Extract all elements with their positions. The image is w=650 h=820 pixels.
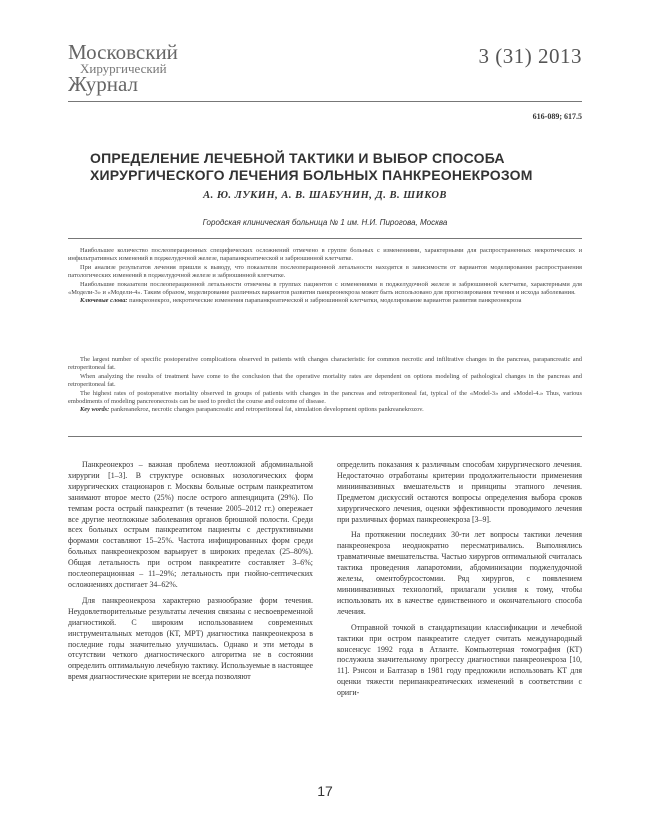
title-line-1: ОПРЕДЕЛЕНИЕ ЛЕЧЕБНОЙ ТАКТИКИ И ВЫБОР СПОСОБА <box>90 150 505 166</box>
header-divider <box>68 101 582 102</box>
body-paragraph: Для панкреонекроза характерно разнообразие форм течения. Неудовлетворительные результаты лечения связаны с несвоевременной диагностикой. С широким использованием современных инструментальных методов (КТ, МРТ) диагностика панкреонекроза в последние годы значительно улучшилась. Однако и эти методы в отсутствии четкого диагностического алгоритма не в состоянии определить оптимальную лечебную тактику. Используемые в настоящее время диагностические критерии не всегда позволяют <box>68 595 313 682</box>
abstract-en-paragraph: When analyzing the results of treatment have come to the conclusion that the operative mortality rates are dependent on options modeling of pathological changes in the pancreas and retroperitoneal fat. <box>68 372 582 389</box>
title-line-2: ХИРУРГИЧЕСКОГО ЛЕЧЕНИЯ БОЛЬНЫХ ПАНКРЕОНЕКРОЗОМ <box>90 167 533 183</box>
body-paragraph: На протяжении последних 30-ти лет вопросы тактики лечения панкреонекроза неоднократно пересматривались. Выполнялись травматичные вмешательства. Частью хирургов оптимальной считалась тактика проведения лапаротомии, абдоминизации поджелудочной железы, оментобурсостомии. Ряд хирургов, с появлением миниинвазивных технологий, прилагали усилия к тому, чтобы использовать их в качестве единственного и окончательного способа лечения. <box>337 530 582 616</box>
journal-logo <box>68 40 218 96</box>
abstract-en-keywords <box>68 406 582 414</box>
udc-code: 616-089; 617.5 <box>532 112 582 121</box>
authors: А. Ю. ЛУКИН, А. В. ШАБУНИН, Д. В. ШИКОВ <box>203 190 447 201</box>
article-title <box>90 150 570 184</box>
issue-number: 3 (31) 2013 <box>478 44 582 68</box>
abstract-ru-keywords <box>68 297 582 305</box>
abstract-ru-paragraph: Наибольшие показатели послеоперационной летальности отмечены в группах пациентов с изменениями в поджелудочной железе и забрюшинной клетчатке, характерными для «Модели-3» и «Модели-4». Таким образом, моделирование различных вариантов развития панкреонекроза может быть использовано для прогнозирования течения и исхода заболевания. <box>68 280 582 297</box>
abstract-ru-paragraph: Наибольшее количество послеоперационных специфических осложнений отмечено в группе больных с изменениями, характерными для распространенных некротических и инфильтративных изменений в поджелудочной железе, парапанкреатической и забрюшинной клетчатке. <box>68 247 582 263</box>
keywords-text: панкреонекроз, некротические изменения парапанкреатической и забрюшинной клетчатки, моделирование вариантов развития панкреонекроза <box>129 297 522 305</box>
abstract-ru-paragraph: При анализе результатов лечения пришли к выводу, что показатели послеоперационной летальности находятся в зависимости от вариантов моделирования распространения патологических изменений в поджелудочной железе и забрюшинной клетчатке. <box>68 263 582 280</box>
page-number: 17 <box>317 783 333 799</box>
journal-name-line1: Московский <box>68 40 178 64</box>
keywords-label: Key words: <box>80 406 110 414</box>
abstract-en-paragraph: The highest rates of postoperative mortality observed in groups of patients with changes in the pancreas and retroperitoneal fat, typical of the «Model-3» and «Model-4.» Thus, various embodiments of modeling pancreonecrosis can be used to predict the course and outcome of disease. <box>68 389 582 406</box>
abstract-bottom-divider <box>68 436 582 437</box>
abstract-en-paragraph: The largest number of specific postoperative complications observed in patients with changes characteristic for common necrotic and infiltrative changes in the pancreas, parapancreatic and retroperitoneal fat. <box>68 356 582 372</box>
journal-name-line3: Журнал <box>68 72 139 96</box>
abstract-top-divider <box>68 238 582 239</box>
abstract-english <box>68 356 582 415</box>
body-paragraph: Панкреонекроз – важная проблема неотложной абдоминальной хирургии [1–3]. В структуре основных нозологических форм хирургических стационаров г. Москвы больные острым панкреатитом занимают второе место (25%) после острого аппендицита (29%). По темпам роста острый панкреатит (в течение 2005–2012 гг.) опережает все другие неотложные заболевания органов брюшной полости. Среди всех больных острым панкреатитом пациенты с деструктивными формами составляют 15–25%. Частота инфицированных форм среди больных панкреонекрозом варьирует в широких пределах (25–80%). Общая летальность при остром панкреатите составляет 3–6%; послеоперационная – 11–29%; летальность при гнойно-септических осложнениях достигает 34–62%. <box>68 460 313 589</box>
body-column-left <box>68 460 313 683</box>
body-paragraph: Отправной точкой в стандартизации классификации и лечебной тактики при остром панкреатите следует считать международный консенсус 1992 года в Атланте. Компьютерная томография (КТ) послужила значительному прогрессу диагностики панкреонекроза [10, 11]. Рэнсон и Балтазар в 1981 году предложили использовать КТ для оценки тяжести перипанкреатических изменений в соответствии с ориги- <box>337 622 582 698</box>
body-column-right <box>337 460 582 699</box>
body-paragraph: определить показания к различным способам хирургического лечения. Недостаточно отработаны критерии продолжительности применения миниинвазивных вмешательств и принципы этапного лечения. Предметом дискуссий остаются вопросы определения выбора сроков хирургического лечения, оценки эффективности проводимого лечения при различных формах панкреонекроза [3–9]. <box>337 460 582 524</box>
institution: Городская клиническая больница № 1 им. Н.И. Пирогова, Москва <box>202 218 448 227</box>
abstract-russian <box>68 247 582 306</box>
keywords-label: Ключевые слова: <box>80 297 128 305</box>
keywords-text: pankreanekroz, necrotic changes parapancreatic and retroperitoneal fat, simulation development options pankreanekrozov. <box>110 406 424 414</box>
journal-name-line2: Хирургический <box>80 61 167 76</box>
